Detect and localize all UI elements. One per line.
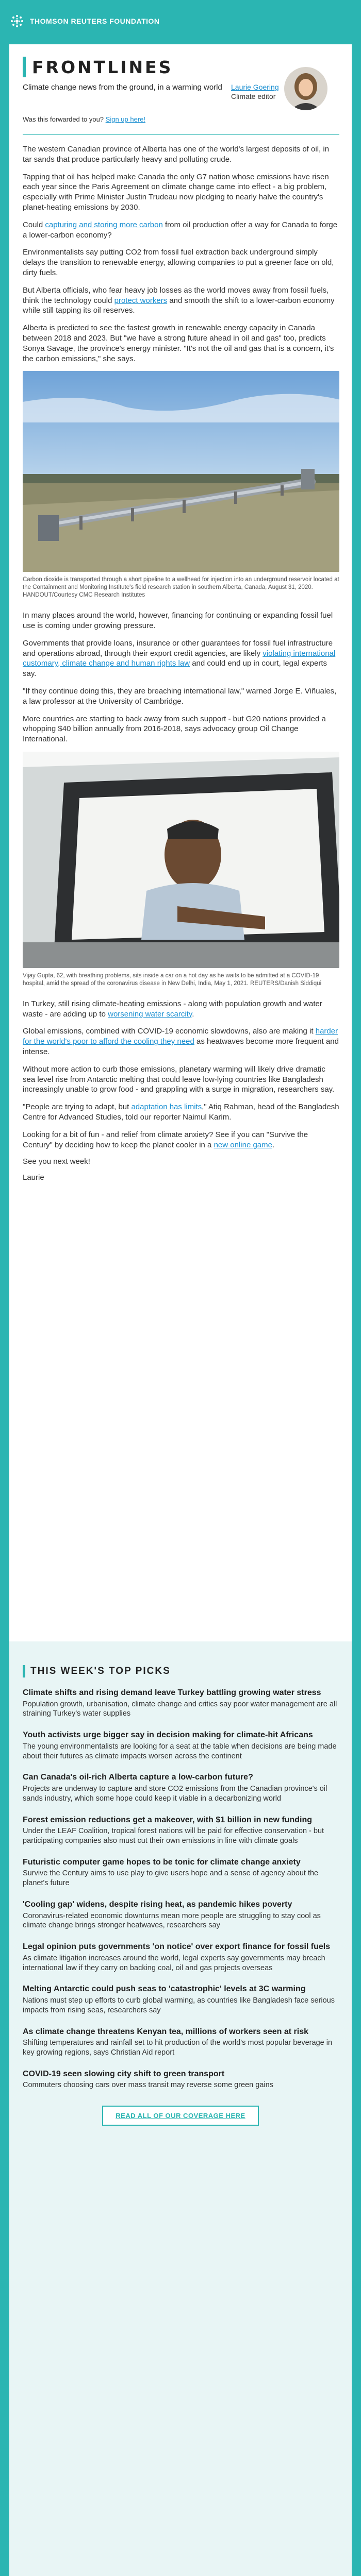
paragraph: Alberta is predicted to see the fastest growth in renewable energy capacity in Canada between 2018 and 2023. But "we have a strong future ahead in oil and gas" too, predicts Sonya Savage, the province's energy minister. "It's not the oil and gas that is a concern, it's the carbon emissions," she says. [23,324,334,363]
water-scarcity-link[interactable]: worsening water scarcity [108,1009,192,1019]
brand-header [0,0,361,44]
newsletter-title: FRONTLINES [32,57,173,77]
paragraph: Governments that provide loans, insurance or other guarantees for fossil fuel infrastructure and operations abroad, through their export credit agencies, are likely violating international customary, climate change and human rights law and could end up in court, legal experts say. [23,638,336,679]
pick-desc: Nations must step up efforts to curb global warming, as countries like Bangladesh face serious impacts from rising seas, researchers say [23,1996,335,2014]
pick-title[interactable]: Can Canada's oil-rich Alberta capture a low-carbon future? [23,1773,253,1782]
pick-item[interactable] [23,1730,338,1761]
paragraph: Without more action to curb those emissions, planetary warming will likely drive dramatic sea level rise from Antarctic melting that could leave low-lying countries like Bangladesh increasingly unable to grow food - and grappling with a surge in migration, researchers say. [23,1064,335,1094]
paragraph: Global emissions, combined with COVID-19 economic slowdowns, also are making it harder for the world's poor to afford the cooling they need as heatwaves become more frequent and intense. [23,1027,339,1056]
protect-workers-link[interactable]: protect workers [114,296,168,305]
paragraph: Tapping that oil has helped make Canada the only G7 nation whose emissions have risen each year since the Paris Agreement on climate change came into effect - a big problem, especially with Prime Minister Justin Trudeau now pledging to nearly halve the country's planet-heating emissions by 2030. [23,172,329,212]
online-game-link[interactable]: new online game [214,1140,272,1149]
pipeline-photo [23,371,339,572]
paragraph: Environmentalists say putting CO2 from fossil fuel extraction back underground simply delays the transition to renewable energy, allowing companies to put a greener face on old, dirty fuels. [23,248,334,277]
photo-caption: Vijay Gupta, 62, with breathing problems, sits inside a car on a hot day as he waits to be admitted at a COVID-19 hospital, amid the spread of the coronavirus disease in New Delhi, India, May 1, 2021. REUTERS/Danish Siddiqui [23,972,322,987]
brand-logo[interactable] [9,13,160,29]
pick-desc: Under the LEAF Coalition, tropical forest nations will be paid for effective conservation - but participating companies also must cut their own emissions in line with climate goals [23,1827,324,1845]
international-law-link[interactable]: violating international customary, climate change and human rights law [23,649,336,668]
picks-accent-bar [23,1665,25,1677]
pick-item[interactable] [23,1942,338,1973]
top-picks-section [9,1641,352,2576]
editor-avatar [284,67,327,110]
pick-item[interactable] [23,1815,338,1846]
pick-title[interactable]: Futuristic computer game hopes to be tonic for climate change anxiety [23,1857,301,1867]
pick-title[interactable]: Melting Antarctic could push seas to 'catastrophic' levels at 3C warming [23,1985,306,1994]
paragraph: Could capturing and storing more carbon from oil production offer a way for Canada to forge a lower-carbon economy? [23,220,338,240]
paragraph: Looking for a bit of fun - and relief from climate anxiety? See if you can "Survive the Century" by deciding how to keep the planet cooler in a new online game. [23,1130,308,1149]
pick-title[interactable]: COVID-19 seen slowing city shift to green transport [23,2069,225,2078]
pick-desc: As climate litigation increases around the world, legal experts say governments may breach international law if they carry on backing coal, oil and gas projects overseas [23,1954,325,1972]
pick-title[interactable]: Youth activists urge bigger say in decision making for climate-hit Africans [23,1731,313,1740]
main-card [9,44,352,1668]
pick-desc: Shifting temperatures and rainfall set to hit production of the world's most popular beverage in key growing regions, says Christian Aid report [23,2039,333,2057]
read-all-coverage-button[interactable]: READ ALL OF OUR COVERAGE HERE [102,2106,259,2126]
tagline: Climate change news from the ground, in a warming world [23,83,222,92]
pick-title[interactable]: 'Cooling gap' widens, despite rising heat, as pandemic hikes poverty [23,1900,292,1909]
paragraph: "If they continue doing this, they are breaching international law," warned Jorge E. Viñuales, a law professor at the University of Cambridge. [23,686,337,706]
paragraph: "People are trying to adapt, but adaptation has limits," Atiq Rahman, head of the Bangladesh Centre for Advanced Studies, told our reporter Naimul Karim. [23,1103,339,1122]
pick-item[interactable] [23,1857,338,1888]
forwarded-line: Was this forwarded to you? Sign up here! [23,115,146,123]
pick-desc: Projects are underway to capture and store CO2 emissions from the Canadian province's oil sands industry, which some hope could keep it viable in a decarbonizing world [23,1784,327,1803]
editor-name-link[interactable]: Laurie Goering [231,83,279,91]
pick-item[interactable] [23,1688,338,1719]
pick-title[interactable]: Legal opinion puts governments 'on notice' over export finance for fossil fuels [23,1942,331,1952]
pick-item[interactable] [23,2027,338,2058]
pick-desc: Commuters choosing cars over mass transit may reverse some green gains [23,2081,273,2090]
title-accent-bar [23,57,26,77]
pick-desc: The young environmentalists are looking for a seat at the table when decisions are being made about their futures as climate impacts worsen across the continent [23,1742,337,1760]
carbon-capture-link[interactable]: capturing and storing more carbon [45,220,163,229]
pick-item[interactable] [23,2069,338,2090]
cooling-link[interactable]: harder for the world's poor to afford the cooling they need [23,1027,338,1046]
adaptation-limits-link[interactable]: adaptation has limits [131,1103,202,1112]
editor-block [231,82,339,110]
top-picks-title: THIS WEEK'S TOP PICKS [30,1666,171,1676]
signup-link[interactable]: Sign up here! [105,115,146,123]
divider [23,134,339,135]
paragraph: But Alberta officials, who fear heavy job losses as the world moves away from fossil fuels, think the technology could protect workers and smooth the shift to a lower-carbon economy while still tapping its oil reserves. [23,285,335,315]
top-picks-header [23,1665,338,1677]
car-heat-photo [23,752,339,968]
pick-desc: Population growth, urbanisation, climate change and critics say poor water management are all straining Turkey's water supplies [23,1700,337,1718]
thomson-reuters-logo-icon [9,13,25,29]
intro-row [23,82,339,110]
pick-desc: Survive the Century aims to use play to give users hope and a sense of agency about the planet's future [23,1869,319,1888]
paragraph: In many places around the world, however, financing for continuing or expanding fossil fuel use is coming under growing pressure. [23,611,333,630]
paragraph: The western Canadian province of Alberta has one of the world's largest deposits of oil, in tar sands that produce particularly heavy and polluting crude. [23,145,330,164]
signoff: See you next week! [23,1157,90,1166]
paragraph: In Turkey, still rising climate-heating emissions - along with population growth and water waste - are adding up to worsening water scarcity. [23,999,322,1019]
pick-title[interactable]: As climate change threatens Kenyan tea, millions of workers seen at risk [23,2027,308,2036]
pick-title[interactable]: Forest emission reductions get a makeover, with $1 billion in new funding [23,1815,312,1824]
editor-role: Climate editor [231,92,276,101]
pick-title[interactable]: Climate shifts and rising demand leave Turkey battling growing water stress [23,1688,321,1697]
pick-item[interactable] [23,1900,338,1930]
pick-desc: Coronavirus-related economic downturns mean more people are struggling to stay cool as climate change brings stronger heatwaves, researchers say [23,1911,321,1930]
photo-caption: Carbon dioxide is transported through a short pipeline to a wellhead for injection into an underground reservoir located at the Containment and Monitoring Institute's field research station in southern Alberta, Canada, August 31, 2020. HANDOUT/Courtesy CMC Research Institutes [23,577,339,599]
pick-item[interactable] [23,1984,338,2015]
brand-name: THOMSON REUTERS FOUNDATION [30,17,160,25]
pick-item[interactable] [23,1772,338,1803]
signature: Laurie [23,1173,44,1182]
paragraph: More countries are starting to back away from such support - but G20 nations provided a whopping $40 billion annually from 2016-2018, says advocacy group Oil Change International. [23,714,326,744]
